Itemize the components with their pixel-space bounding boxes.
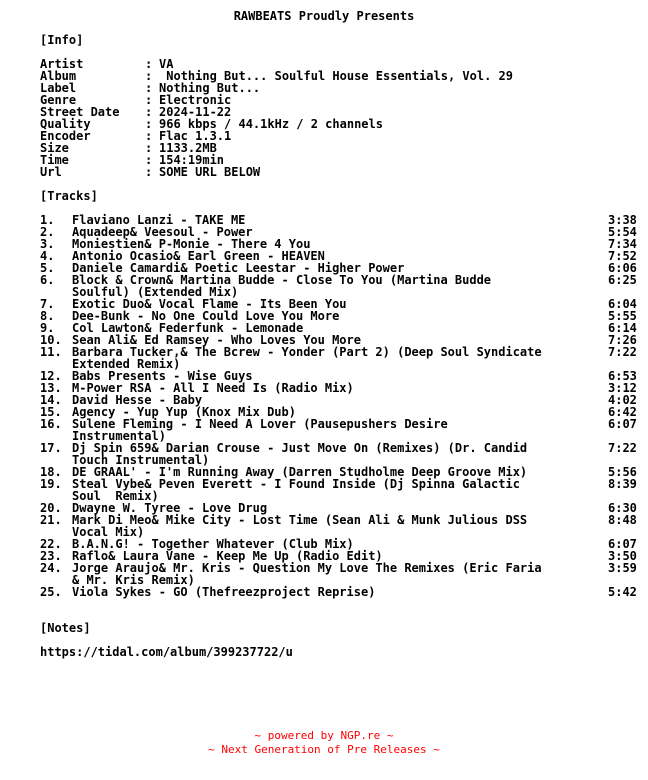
track-duration: 5:54	[608, 225, 637, 239]
track-title	[72, 514, 607, 538]
track-number: 10.	[40, 333, 62, 347]
info-section-heading: [Info]	[40, 33, 84, 47]
footer-powered-by: ~ powered by NGP.re ~	[254, 729, 394, 742]
track-title	[72, 346, 607, 370]
track-title	[72, 274, 607, 298]
track-row	[40, 274, 640, 298]
track-title-line: Babs Presents - Wise Guys	[72, 369, 253, 383]
track-number: 11.	[40, 345, 62, 359]
track-number: 21.	[40, 513, 62, 527]
track-duration: 6:53	[608, 369, 637, 383]
track-title-line: Moniestien& P-Monie - There 4 You	[72, 237, 311, 251]
footer-tagline: ~ Next Generation of Pre Releases ~	[208, 743, 440, 756]
info-row	[40, 82, 640, 94]
track-title-line: David Hesse - Baby	[72, 393, 203, 407]
track-title-line: Exotic Duo& Vocal Flame - Its Been You	[72, 297, 347, 311]
info-key: Time	[40, 153, 69, 167]
info-value: Electronic	[159, 93, 232, 107]
track-duration: 8:48	[608, 513, 637, 527]
track-row	[40, 562, 640, 586]
info-separator: :	[145, 81, 153, 95]
track-title-line: Sulene Fleming - I Need A Lover (Pausepushers Desire	[72, 417, 448, 431]
info-key: Encoder	[40, 129, 91, 143]
track-row	[40, 418, 640, 442]
track-title-line: Soul Remix)	[72, 489, 159, 503]
info-separator: :	[145, 153, 153, 167]
track-duration: 3:50	[608, 549, 637, 563]
notes-url: https://tidal.com/album/399237722/u	[40, 645, 293, 659]
track-number: 25.	[40, 585, 62, 599]
track-title-line: Extended Remix)	[72, 357, 181, 371]
track-number: 18.	[40, 465, 62, 479]
track-title-line: Touch Instrumental)	[72, 453, 210, 467]
track-title-line: Instrumental)	[72, 429, 166, 443]
track-duration: 3:12	[608, 381, 637, 395]
track-title-line: Vocal Mix)	[72, 525, 145, 539]
track-number: 22.	[40, 537, 62, 551]
track-title-line: DE GRAAL' - I'm Running Away (Darren Studholme Deep Groove Mix)	[72, 465, 528, 479]
info-value: Nothing But...	[159, 81, 261, 95]
track-row	[40, 442, 640, 466]
info-value: 966 kbps / 44.1kHz / 2 channels	[159, 117, 383, 131]
info-row	[40, 142, 640, 154]
track-title-line: Barbara Tucker,& The Bcrew - Yonder (Part 2) (Deep Soul Syndicate	[72, 345, 542, 359]
info-value: Flac 1.3.1	[159, 129, 232, 143]
track-title-line: Aquadeep& Veesoul - Power	[72, 225, 253, 239]
info-separator: :	[145, 117, 153, 131]
info-value: 1133.2MB	[159, 141, 217, 155]
info-row	[40, 118, 640, 130]
track-title-line: Viola Sykes - GO (Thefreezproject Reprise)	[72, 585, 376, 599]
track-duration: 6:42	[608, 405, 637, 419]
track-duration: 5:42	[608, 585, 637, 599]
track-duration: 7:22	[608, 441, 637, 455]
release-header: RAWBEATS Proudly Presents	[233, 9, 415, 23]
info-separator: :	[145, 129, 153, 143]
track-number: 5.	[40, 261, 55, 275]
track-title-line: Jorge Araujo& Mr. Kris - Question My Love The Remixes (Eric Faria	[72, 561, 542, 575]
track-duration: 6:07	[608, 537, 637, 551]
track-number: 1.	[40, 213, 55, 227]
tracks-section-heading: [Tracks]	[40, 189, 98, 203]
track-number: 16.	[40, 417, 62, 431]
info-key: Street Date	[40, 105, 120, 119]
track-row	[40, 478, 640, 502]
info-separator: :	[145, 105, 153, 119]
track-title-line: Dj Spin 659& Darian Crouse - Just Move On (Remixes) (Dr. Candid	[72, 441, 528, 455]
track-duration: 6:04	[608, 297, 637, 311]
track-title-line: Mark Di Meo& Mike City - Lost Time (Sean Ali & Munk Julious DSS	[72, 513, 528, 527]
info-list	[40, 58, 640, 178]
track-duration: 5:55	[608, 309, 637, 323]
track-number: 6.	[40, 273, 55, 287]
track-title	[72, 442, 607, 466]
track-title-line: Dee-Bunk - No One Could Love You More	[72, 309, 340, 323]
track-number: 12.	[40, 369, 62, 383]
track-title	[72, 478, 607, 502]
info-key: Genre	[40, 93, 77, 107]
track-number: 15.	[40, 405, 62, 419]
track-number: 24.	[40, 561, 62, 575]
info-row	[40, 154, 640, 166]
track-title-line: Block & Crown& Martina Budde - Close To You (Martina Budde	[72, 273, 492, 287]
track-title	[72, 562, 607, 586]
nfo-document	[40, 10, 640, 658]
track-duration: 7:34	[608, 237, 637, 251]
track-duration: 6:14	[608, 321, 637, 335]
info-separator: :	[145, 165, 153, 179]
track-number: 19.	[40, 477, 62, 491]
track-title-line: Soulful) (Extended Mix)	[72, 285, 239, 299]
info-key: Url	[40, 165, 62, 179]
info-key: Size	[40, 141, 69, 155]
info-key: Quality	[40, 117, 91, 131]
track-duration: 7:52	[608, 249, 637, 263]
track-title-line: Agency - Yup Yup (Knox Mix Dub)	[72, 405, 296, 419]
track-number: 17.	[40, 441, 62, 455]
info-separator: :	[145, 141, 153, 155]
track-duration: 6:07	[608, 417, 637, 431]
info-key: Artist	[40, 57, 84, 71]
info-key: Album	[40, 69, 77, 83]
track-duration: 7:26	[608, 333, 637, 347]
track-title-line: Flaviano Lanzi - TAKE ME	[72, 213, 246, 227]
track-duration: 6:25	[608, 273, 637, 287]
info-row	[40, 130, 640, 142]
info-value: SOME URL BELOW	[159, 165, 261, 179]
track-number: 20.	[40, 501, 62, 515]
info-row	[40, 70, 640, 82]
track-duration: 6:06	[608, 261, 637, 275]
track-duration: 3:59	[608, 561, 637, 575]
info-separator: :	[145, 69, 153, 83]
info-value: 2024-11-22	[159, 105, 232, 119]
track-number: 8.	[40, 309, 55, 323]
info-separator: :	[145, 93, 153, 107]
track-duration: 5:56	[608, 465, 637, 479]
track-title	[72, 586, 607, 598]
track-title-line: Antonio Ocasio& Earl Green - HEAVEN	[72, 249, 325, 263]
track-number: 23.	[40, 549, 62, 563]
track-number: 7.	[40, 297, 55, 311]
track-duration: 4:02	[608, 393, 637, 407]
track-number: 13.	[40, 381, 62, 395]
track-title-line: Daniele Camardi& Poetic Leestar - Higher Power	[72, 261, 405, 275]
track-duration: 3:38	[608, 213, 637, 227]
track-number: 4.	[40, 249, 55, 263]
track-duration: 8:39	[608, 477, 637, 491]
track-title-line: Col Lawton& Federfunk - Lemonade	[72, 321, 304, 335]
track-number: 2.	[40, 225, 55, 239]
track-number: 14.	[40, 393, 62, 407]
track-duration: 6:30	[608, 501, 637, 515]
track-title-line: Dwayne W. Tyree - Love Drug	[72, 501, 268, 515]
info-row	[40, 94, 640, 106]
info-separator: :	[145, 57, 153, 71]
track-title-line: Raflo& Laura Vane - Keep Me Up (Radio Edit)	[72, 549, 383, 563]
track-row	[40, 514, 640, 538]
track-title-line: B.A.N.G! - Together Whatever (Club Mix)	[72, 537, 354, 551]
track-number: 9.	[40, 321, 55, 335]
track-list	[40, 214, 640, 598]
info-value: VA	[159, 57, 174, 71]
track-title-line: & Mr. Kris Remix)	[72, 573, 195, 587]
notes-section-heading: [Notes]	[40, 621, 91, 635]
track-title	[72, 418, 607, 442]
track-row	[40, 346, 640, 370]
track-number: 3.	[40, 237, 55, 251]
track-title-line: M-Power RSA - All I Need Is (Radio Mix)	[72, 381, 354, 395]
track-row	[40, 586, 640, 598]
track-title-line: Sean Ali& Ed Ramsey - Who Loves You More	[72, 333, 361, 347]
info-value: 154:19min	[159, 153, 225, 167]
info-value: Nothing But... Soulful House Essentials, Vol. 29	[159, 69, 514, 83]
info-key: Label	[40, 81, 77, 95]
track-title-line: Steal Vybe& Peven Everett - I Found Inside (Dj Spinna Galactic	[72, 477, 520, 491]
track-duration: 7:22	[608, 345, 637, 359]
info-row	[40, 166, 640, 178]
